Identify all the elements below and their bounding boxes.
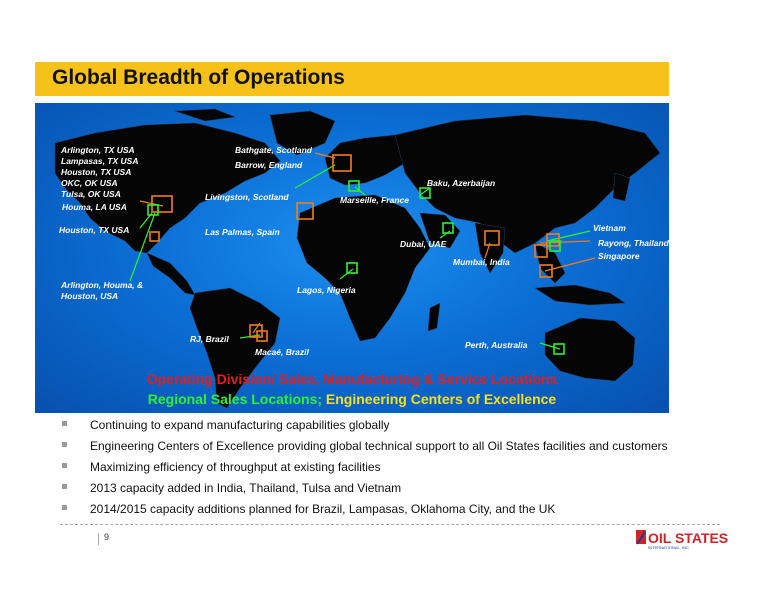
label-livingston: Livingston, Scotland (205, 192, 289, 202)
bullet-text: Engineering Centers of Excellence providing global technical support to all Oil States facilities and customers (90, 439, 668, 453)
legend-regional-sales: Regional Sales Locations; (147, 391, 323, 407)
legend-operating-division: Operating Division/ Sales, Manufacturing & Service Locations (146, 371, 558, 387)
central-america-shape (147, 253, 195, 295)
page-number: 9 (104, 532, 110, 542)
label-macae: Macaé, Brazil (255, 347, 309, 357)
bullet-square-icon (62, 421, 67, 426)
bullet-item (62, 439, 762, 460)
svg-text:INTERNATIONAL, INC.: INTERNATIONAL, INC. (648, 545, 690, 550)
label-baku: Baku, Azerbaijan (427, 178, 496, 188)
label-rayong: Rayong, Thailand (598, 238, 669, 248)
africa-shape (297, 195, 430, 341)
bullet-square-icon (62, 463, 67, 468)
bullet-text: 2014/2015 capacity additions planned for Brazil, Lampasas, Oklahoma City, and the UK (90, 502, 556, 516)
bullet-list (62, 418, 762, 523)
label-singapore: Singapore (598, 251, 640, 261)
bullet-text: 2013 capacity added in India, Thailand, Tulsa and Vietnam (90, 481, 402, 495)
label-vietnam: Vietnam (593, 223, 626, 233)
label-marseille: Marseille, France (340, 195, 409, 205)
bullet-item (62, 418, 762, 439)
arctic-islands-shape (175, 109, 235, 121)
bullet-square-icon (62, 505, 67, 510)
bullet-square-icon (62, 484, 67, 489)
label-bathgate: Bathgate, Scotland (235, 145, 312, 155)
page-title: Global Breadth of Operations (52, 66, 345, 89)
bullet-text: Continuing to expand manufacturing capabilities globally (90, 418, 390, 432)
label-perth: Perth, Australia (465, 340, 528, 350)
world-map (35, 103, 669, 413)
bullet-item (62, 502, 762, 523)
indonesia-shape (535, 285, 625, 305)
svg-text:OIL STATES: OIL STATES (648, 530, 728, 546)
label-rj: RJ, Brazil (190, 334, 229, 344)
bullet-item (62, 481, 762, 502)
label-mumbai: Mumbai, India (453, 257, 510, 267)
madagascar-shape (428, 303, 440, 331)
label-lagos: Lagos, Nigeria (297, 285, 356, 295)
label-las-palmas: Las Palmas, Spain (205, 227, 280, 237)
label-houma: Houma, LA USA (62, 202, 127, 212)
label-dubai: Dubai, UAE (400, 239, 447, 249)
label-arlington-houma: Arlington, Houma, & Houston, USA (61, 280, 144, 301)
oil-states-logo (636, 528, 728, 550)
title-bar (35, 62, 669, 96)
japan-shape (613, 173, 630, 201)
legend-engineering-centers: Engineering Centers of Excellence (322, 391, 557, 407)
bullet-text: Maximizing efficiency of throughput at existing facilities (90, 460, 381, 474)
label-arlington-group: Arlington, TX USA Lampasas, TX USA Houston, TX USA OKC, OK USA Tulsa, OK USA (61, 145, 139, 199)
label-barrow: Barrow, England (235, 160, 303, 170)
bullet-square-icon (62, 442, 67, 447)
legend-sales-engineering (35, 391, 669, 407)
label-houston: Houston, TX USA (59, 225, 130, 235)
page-number-divider (98, 533, 99, 545)
footer-divider (60, 524, 720, 525)
bullet-item (62, 460, 762, 481)
